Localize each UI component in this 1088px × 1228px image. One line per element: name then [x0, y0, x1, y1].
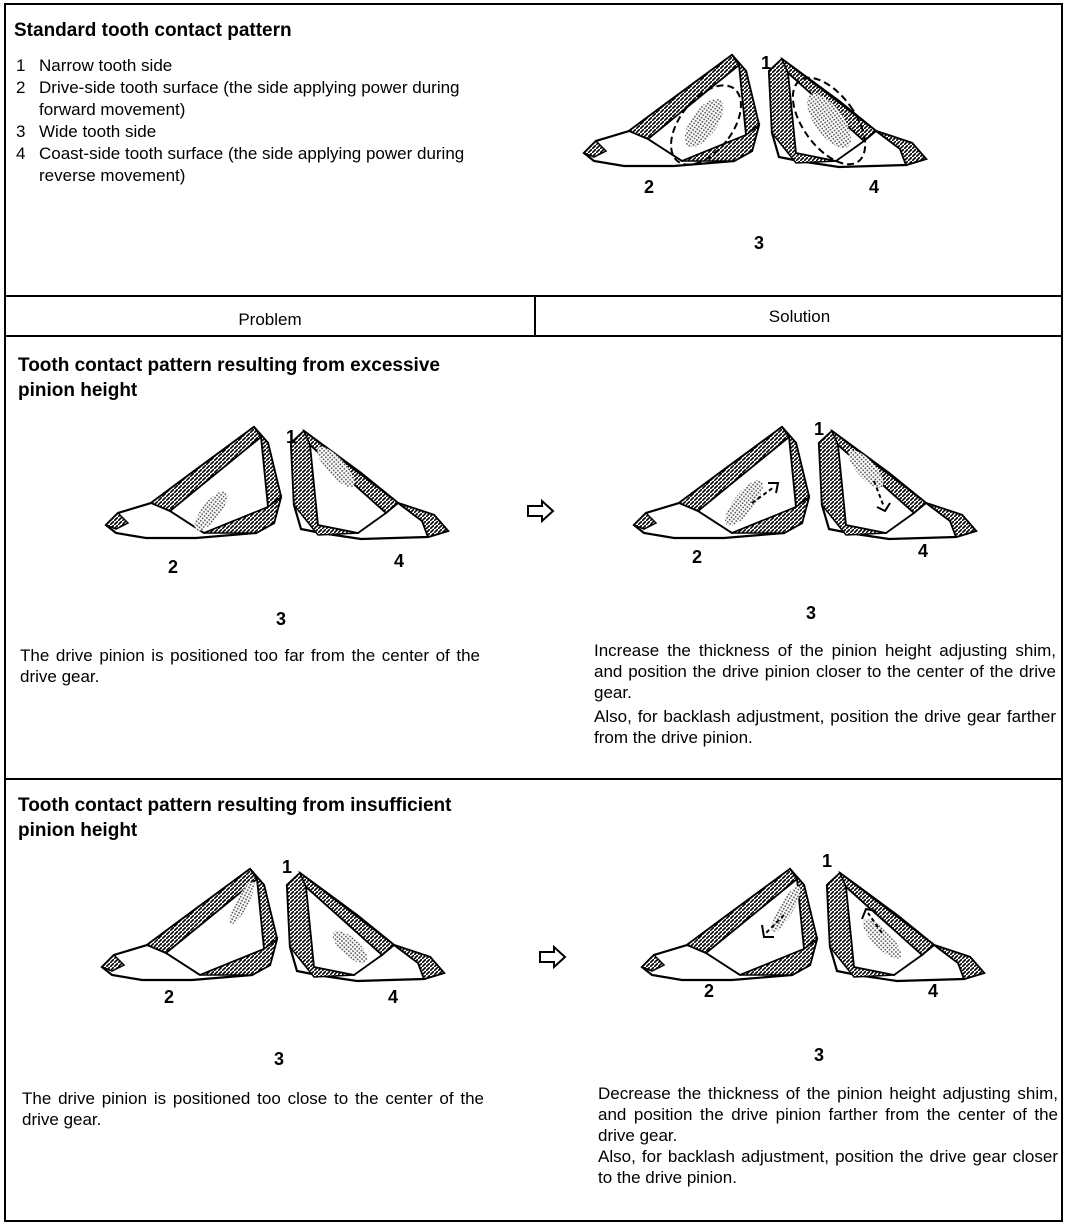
legend-number: 1	[16, 56, 26, 75]
solution-paragraph: Increase the thickness of the pinion height adjusting shim, and position the drive pinion closer to the center of the drive gear.	[594, 641, 1056, 702]
excessive-solution-text	[594, 640, 1056, 748]
insufficient-problem-diagram	[102, 857, 452, 1069]
right-arrow-icon	[526, 499, 556, 523]
label-narrow-side: 1	[761, 53, 772, 73]
divider	[6, 778, 1061, 780]
label-wide-side: 3	[806, 603, 817, 623]
legend-item	[16, 143, 496, 187]
right-arrow-icon	[538, 945, 568, 969]
legend-number: 3	[16, 122, 26, 141]
label-narrow-side: 1	[282, 857, 293, 877]
excessive-title: Tooth contact pattern resulting from excessive pinion height	[18, 355, 440, 401]
legend-text: Coast-side tooth surface (the side applying power during reverse movement)	[39, 144, 465, 185]
legend-item	[16, 121, 496, 143]
label-wide-side: 3	[276, 609, 287, 629]
label-wide-side: 3	[814, 1045, 825, 1065]
label-narrow-side: 1	[814, 419, 825, 439]
label-drive-side: 2	[704, 981, 715, 1001]
legend-number: 2	[16, 78, 26, 97]
excessive-solution-diagram	[634, 419, 984, 625]
problem-paragraph: The drive pinion is positioned too close to the center of the drive gear.	[22, 1089, 484, 1129]
label-coast-side: 4	[928, 981, 939, 1001]
label-drive-side: 2	[644, 177, 655, 197]
insufficient-solution-text	[598, 1083, 1058, 1188]
insufficient-problem-text	[22, 1088, 484, 1130]
legend-item	[16, 55, 496, 77]
excessive-problem-diagram	[106, 425, 456, 629]
label-narrow-side: 1	[822, 851, 833, 871]
standard-contact-diagram	[584, 53, 934, 253]
label-narrow-side: 1	[286, 427, 297, 447]
legend-text: Drive-side tooth surface (the side applying power during forward movement)	[39, 78, 460, 119]
solution-paragraph: Decrease the thickness of the pinion height adjusting shim, and position the drive pinion farther from the center of the drive gear.	[598, 1084, 1058, 1145]
solution-paragraph: Also, for backlash adjustment, position the drive gear closer to the drive pinion.	[598, 1147, 1058, 1187]
label-coast-side: 4	[918, 541, 929, 561]
label-drive-side: 2	[168, 557, 179, 577]
problem-header: Problem	[238, 310, 302, 329]
label-drive-side: 2	[692, 547, 703, 567]
label-coast-side: 4	[394, 551, 405, 571]
label-drive-side: 2	[164, 987, 175, 1007]
insufficient-solution-diagram	[642, 851, 992, 1067]
label-wide-side: 3	[274, 1049, 285, 1069]
excessive-problem-text	[20, 645, 480, 687]
problem-paragraph: The drive pinion is positioned too far from the center of the drive gear.	[20, 646, 480, 686]
legend-list	[16, 55, 496, 187]
standard-title: Standard tooth contact pattern	[14, 20, 292, 41]
label-coast-side: 4	[388, 987, 399, 1007]
solution-header: Solution	[768, 307, 831, 326]
manual-page	[4, 3, 1063, 1222]
legend-text: Narrow tooth side	[39, 56, 173, 75]
legend-number: 4	[16, 144, 26, 163]
label-coast-side: 4	[869, 177, 880, 197]
legend-text: Wide tooth side	[39, 122, 157, 141]
legend-item	[16, 77, 496, 121]
label-wide-side: 3	[754, 233, 765, 253]
solution-paragraph: Also, for backlash adjustment, position the drive gear farther from the drive pinion.	[594, 707, 1056, 747]
insufficient-title: Tooth contact pattern resulting from insufficient pinion height	[18, 795, 452, 841]
